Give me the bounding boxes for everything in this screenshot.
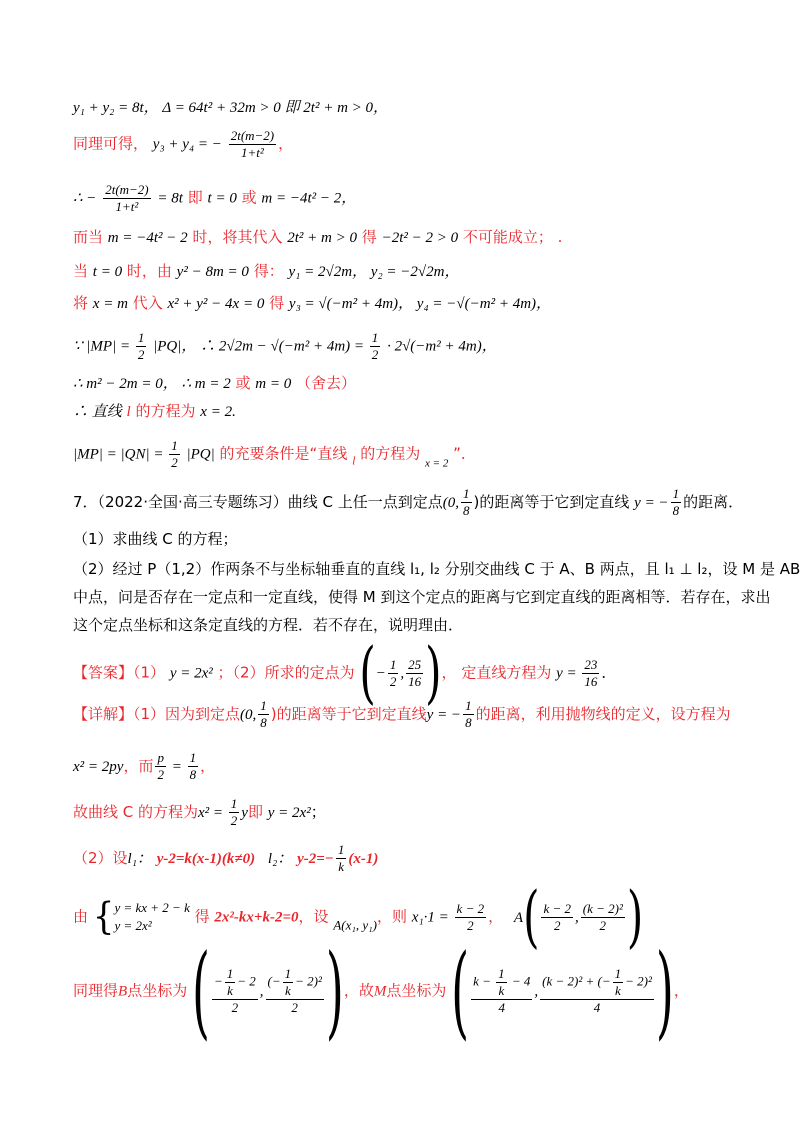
fraction [103,182,150,215]
eq-y1-y2: y₁ = 2√2m， y₂ = −2√2m， [288,264,460,280]
fraction [406,657,423,690]
denominator: 16 [584,673,598,689]
eq-sum-y3-y4: y₃ + y₄ = − [152,136,222,153]
minus-two-sq: − 2)² [625,973,652,989]
denominator: 2 [553,917,561,933]
eq-x2-2py: x² = 2py [73,759,124,775]
numerator: 2t(m−2) [230,128,275,143]
text-impossible: 不可能成立； . [462,228,563,246]
question-2-line-3 [73,614,740,636]
denominator: 2 [389,673,397,689]
question-2-text-2: 中点，问是否存在一定点和一定直线，使得 M 到这个定点的距离与它到定直线的距离相等．若存在，求出 [73,588,771,606]
equation-system [114,899,189,935]
text-gu: 故曲线 C 的方程为 [73,803,199,821]
eq-y2: y² − 8m = 0 [176,264,249,280]
left-paren: ( [451,931,470,1051]
eq-pq: |PQ| [186,446,215,463]
denominator: k [498,983,505,998]
numerator: 1 [463,486,470,501]
text-ji: 即 [187,188,203,207]
numerator: k − 2 [543,900,571,916]
eq-line-2: 同理可得， y₃ + y₄ = − $\frac{2t(m-2)}{\text{1+t²}}$ ， [73,128,294,160]
eq-line-9 [73,400,740,423]
text-de: 得 [361,228,377,246]
numerator: k − 2 [456,900,485,916]
eq-y: y = [556,665,581,682]
text-huo: 或 [241,188,257,207]
numerator: 2t(m−2) [105,182,149,197]
fraction [388,657,399,690]
right-paren: ) [655,931,674,1051]
question-1-text: （1）求曲线 C 的方程； [73,530,238,548]
system-eq-1: y = kx + 2 − k [114,900,190,915]
equals: = [167,759,186,775]
text-end-quote: ”． [453,444,476,463]
problem-7-text-2: )的距离等于它到定直线 [473,493,630,511]
detail-line-3 [73,796,740,829]
eq-line-5 [73,260,740,283]
denominator: 2 [230,813,238,828]
numerator: 1 [498,966,505,981]
eq-line-4 [73,226,740,249]
fraction [336,842,347,875]
text-coords: 点坐标为 [127,981,188,1000]
eq-x2: x² = [198,805,227,821]
fraction [229,128,276,161]
right-paren: ) [325,931,344,1051]
numerator [540,966,654,1000]
left-paren: ( [359,633,376,712]
eq-ineq2: −2t² − 2 > 0 [381,230,459,246]
answer-line-text: 定直线方程为 [461,663,552,682]
eq-l1: y-2=k(x-1)(k≠0) [156,851,256,867]
answer-label: 【答案】（1） [73,663,166,682]
detail-line-2 [73,750,740,783]
point-label-m: M [373,983,387,1000]
detail-label: 【详解】（1）因为到定点 [73,705,241,723]
var-l: l [126,404,131,420]
text-tongli: 同理得 [73,981,119,1000]
comma: ， [488,907,504,926]
text- er-dang: 而当 [73,228,104,246]
var-l: l [352,453,356,468]
denominator: k [284,983,291,998]
denominator: 8 [260,715,267,730]
fraction [582,657,599,690]
point-label-b: B [118,983,128,1000]
semicolon: ； [310,803,326,821]
denominator: 2 [157,767,164,782]
left-paren: ( [191,931,210,1051]
numerator [471,966,532,1000]
problem-7-text-3: 的距离． [683,493,744,511]
text-you: 由 [73,907,89,926]
denominator: 4 [498,1000,505,1015]
problem-7-statement [73,486,744,519]
fraction [540,966,654,1016]
fraction [471,966,532,1016]
eq-m: m = −4t² − 2， [261,190,357,207]
minus: − [213,973,223,989]
numerator: 1 [171,438,178,453]
eq-mp-qn: |MP| = |QN| = [73,446,168,463]
k-minus: k − [473,973,495,989]
denominator: 8 [189,767,197,782]
fraction [461,486,472,519]
numerator: 23 [584,656,598,672]
question-1 [73,528,740,550]
fraction-half [370,330,381,363]
denominator: k [227,983,233,998]
problem-7-text: 7．（2022·全国·高三专题练习）曲线 C 上任一点到定点 [73,493,443,511]
detail-line-6: 同理得B点坐标为 ( − $\frac{1}{k}$ − 2 2 , (− $\frac{1}{k}$ − 2)² 2 )，故M点坐标为 ( k − $\frac{1}{k}$ − 4 4 , (k − 2)² + (− $\frac{1}{k}$ − 2)² 4 )， [73,931,689,1051]
eq-line-1 [73,96,740,119]
eq-parabola: y = 2x² [169,665,213,682]
eq-l2: y-2=− [297,851,334,867]
eq-y: y = − [634,495,669,511]
question-2-line-1 [73,558,800,580]
eq-line-10 [73,438,740,475]
fraction [225,966,236,999]
text-de: 得 [269,294,285,312]
text-she: （2）设 [73,849,128,867]
text-ji: 即 [247,803,263,821]
eq-x2: x = 2. [200,404,236,420]
denominator: 2 [231,1000,239,1015]
text-coords: 点坐标为 [386,981,447,1000]
minus-two: − 2 [237,973,256,989]
numerator: (k − 2)² [582,900,623,916]
fraction [188,750,199,783]
eq-t0: t = 0 [92,264,123,280]
text-she: ，设 [298,907,329,926]
left-paren: ( [523,877,540,956]
fraction [671,486,682,519]
eq-pq: |PQ|， ∴ 2√2m − √(−m² + 4m) = [153,338,368,355]
fraction [541,901,573,934]
point-open: (0, [442,495,460,511]
numerator: 1 [389,656,397,672]
eq-parabola: y = 2x² [267,805,311,821]
eq-l2-end: (x-1) [348,851,379,867]
text-jiang: 将 [73,294,89,312]
fraction [496,966,507,999]
fraction-half [169,438,180,471]
eq-ineq: 2t² + m > 0 [287,230,357,246]
denominator: 8 [463,503,470,518]
fraction [229,796,240,829]
text-de: 得： [253,262,284,280]
right-paren: ) [425,633,442,712]
numerator: 25 [408,656,422,672]
fraction [581,901,625,934]
question-2-text-3: 这个定点坐标和这条定直线的方程．若不存在，说明理由． [73,616,464,634]
detail-line-4 [73,842,740,875]
fraction [455,901,487,934]
fraction [258,698,269,731]
text-ze: ，则 [377,907,408,926]
fraction [212,966,258,1016]
eq-line-3 [73,182,740,215]
point-label-a: A [513,909,524,926]
eq-line-7 [73,330,740,363]
answer-point-text: ；（2）所求的定点为 [217,663,355,682]
denominator: k [338,859,345,874]
text-tongli: 同理可得， [73,134,149,153]
numerator: 1 [465,698,472,713]
comma: ， [200,757,216,775]
eq-sum-y1-y2: y₁ + y₂ = 8t， Δ = 64t² + 32m > 0 即 2t² + m > 0， [73,100,389,116]
text-equation-is: 的方程为 [135,402,196,420]
denominator: 1+t² [115,199,139,214]
eq-sqrt: · 2√(−m² + 4m)， [387,338,497,355]
var-l2: l₂： [267,851,293,867]
eq-x1: x₁·1 = [411,909,453,926]
point-open: (0, [240,707,257,723]
fraction [463,698,474,731]
text-equation-is: 的方程为 [360,444,421,463]
detail-text-3: 的距离，利用抛物线的定义，设方程为 [475,705,731,723]
numerator: 1 [137,330,145,345]
text-dairu: 代入 [132,294,163,312]
point-a: A(x₁, y₁) [333,917,377,933]
denominator: 2 [291,1000,298,1015]
detail-line-1 [73,698,740,731]
comma: ， [673,981,689,1000]
therefore: ∴ − [73,190,97,207]
fraction [266,966,324,1016]
denominator: k [615,983,621,998]
text-gu: ，故 [343,981,374,1000]
text-therefore-line: ∴ 直线 [73,404,122,420]
question-2-line-2 [73,586,771,608]
numerator: 1 [614,966,622,981]
numerator: 1 [230,796,238,811]
numerator [212,966,258,1000]
fraction [155,750,166,783]
eq-t0: t = 0 [207,190,237,207]
eq-line-8 [73,372,740,395]
text-de: 得 [194,907,210,926]
text-discard: （舍去） [296,374,357,392]
numerator [266,966,324,1000]
text-substitute: 时，将其代入 [192,228,283,246]
denominator: 1+t² [241,145,264,160]
denominator: 2 [371,347,379,362]
denominator: 2 [171,455,178,470]
fraction [283,966,294,999]
eq-x-m: x = m [92,296,128,312]
minus-four: − 4 [508,973,531,989]
text-er: ，而 [123,757,154,775]
eq-y3-y4: y₃ = √(−m² + 4m)， y₄ = −√(−m² + 4m)， [288,296,552,312]
eq-circle: x² + y² − 4x = 0 [167,296,265,312]
fraction [613,966,624,999]
denominator: 2 [467,917,474,933]
eq-m0: m = 0 [255,376,292,392]
eq-m-expr: m = −4t² − 2 [107,230,188,246]
numerator: 1 [672,486,680,501]
numerator: 1 [189,750,197,765]
paren-minus: (− [267,973,281,989]
eq-y: y = − [426,707,462,723]
numerator: 1 [337,842,345,857]
fraction-half [136,330,147,363]
detail-text-2: )的距离等于它到定直线 [270,705,427,723]
text-huo: 或 [235,374,251,392]
var-y: y [241,805,248,821]
var-l1: l₁： [127,851,152,867]
text-condition: 的充要条件是“直线 [219,444,348,463]
numerator: 1 [371,330,379,345]
detail-line-5: 由 { y = kx + 2 − k y = 2x² 得 2x²-kx+k-2=0，设 A(x₁, y₁)，则 x₁·1 = $\frac{k - 2}{2}$ ， A( $\frac{k - 2}{2}$ , $\frac{\text{(k − 2)²}}{2}$ ) [73,877,644,956]
eq-8t: = 8t [157,190,183,207]
denominator: 2 [137,347,145,362]
eq-x2: x = 2 [425,457,449,470]
eq-m-quad: ∴ m² − 2m = 0， ∴ m = 2 [73,376,231,392]
minus-two-sq: − 2)² [295,973,322,989]
text-shi-you: 时，由 [126,262,172,280]
denominator: 8 [672,503,680,518]
right-paren: ) [626,877,644,956]
period: ． [601,663,617,682]
eq-quadratic: 2x²-kx+k-2=0 [214,909,299,926]
denominator: 8 [465,715,472,730]
minus: − [375,665,386,682]
text-dang: 当 [73,262,89,280]
denominator: 4 [593,1000,601,1015]
numerator: 1 [226,966,234,981]
answer-line: 【答案】（1） y = 2x² ；（2）所求的定点为 (− $\frac{1}{2}$ , $\frac{25}{16}$ )， 定直线方程为 y = $\frac{23}{16}$ ． [73,633,617,712]
eq-line-6 [73,292,740,315]
eq-mp: ∵ |MP| = [73,338,134,355]
question-2-text-1: （2）经过 P（1,2）作两条不与坐标轴垂直的直线 l₁, l₂ 分别交曲线 C 于 A、B 两点，且 l₁ ⊥ l₂，设 M 是 AB [73,560,800,578]
denominator: 2 [599,917,607,933]
system-eq-2: y = 2x² [114,918,152,933]
numerator: 1 [260,698,267,713]
numerator: p [157,750,164,765]
denominator: 16 [408,673,422,689]
numerator: 1 [284,966,292,981]
sum-squares: (k − 2)² + (− [542,973,611,989]
